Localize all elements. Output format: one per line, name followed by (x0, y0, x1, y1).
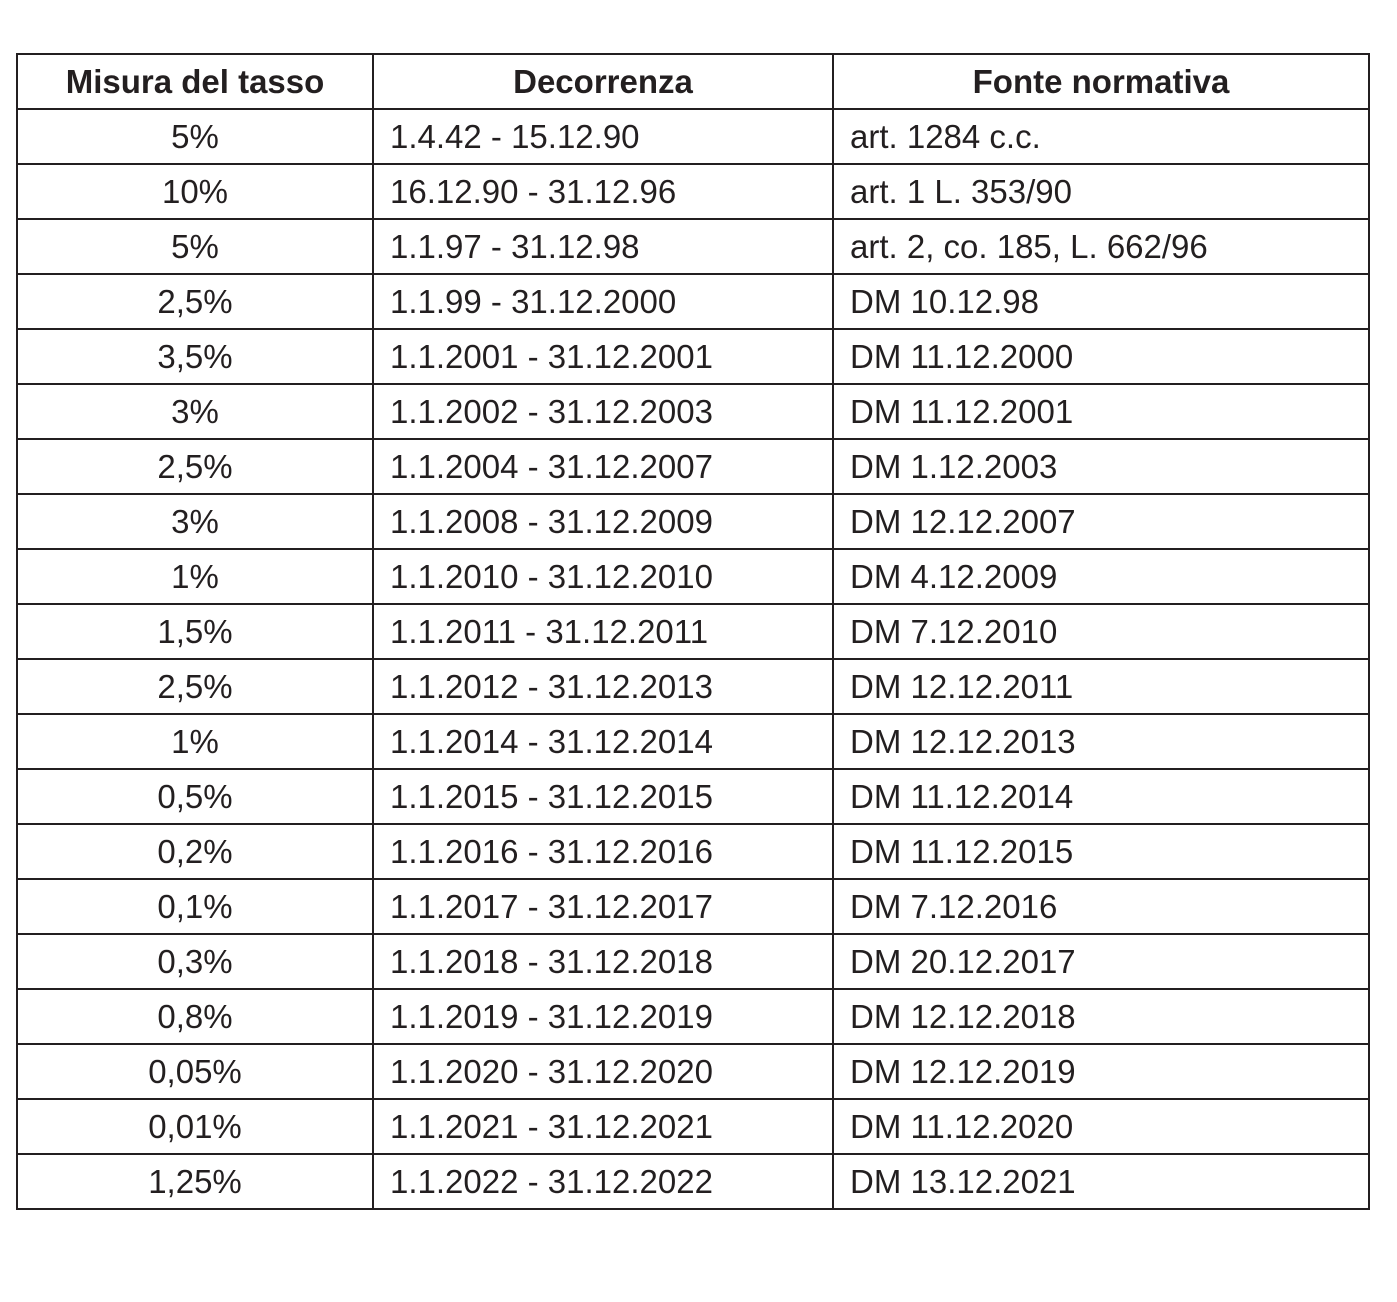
source-cell: DM 12.12.2013 (833, 714, 1369, 769)
period-cell: 1.1.2004 - 31.12.2007 (373, 439, 833, 494)
table-row (17, 604, 1369, 659)
table-row (17, 1099, 1369, 1154)
period-cell: 1.1.2002 - 31.12.2003 (373, 384, 833, 439)
rate-cell: 1% (17, 549, 373, 604)
table-row (17, 824, 1369, 879)
rate-cell: 0,05% (17, 1044, 373, 1099)
period-cell: 1.1.2017 - 31.12.2017 (373, 879, 833, 934)
period-cell: 1.1.2008 - 31.12.2009 (373, 494, 833, 549)
table-row (17, 714, 1369, 769)
source-cell: DM 12.12.2011 (833, 659, 1369, 714)
period-cell: 1.1.2010 - 31.12.2010 (373, 549, 833, 604)
table-row (17, 879, 1369, 934)
period-cell: 1.1.2022 - 31.12.2022 (373, 1154, 833, 1209)
rate-cell: 10% (17, 164, 373, 219)
column-header-source: Fonte normativa (833, 54, 1369, 109)
source-cell: DM 10.12.98 (833, 274, 1369, 329)
source-cell: art. 2, co. 185, L. 662/96 (833, 219, 1369, 274)
period-cell: 1.1.2016 - 31.12.2016 (373, 824, 833, 879)
source-cell: DM 20.12.2017 (833, 934, 1369, 989)
rate-cell: 0,8% (17, 989, 373, 1044)
period-cell: 1.1.2011 - 31.12.2011 (373, 604, 833, 659)
source-cell: DM 4.12.2009 (833, 549, 1369, 604)
source-cell: DM 11.12.2015 (833, 824, 1369, 879)
source-cell: DM 7.12.2016 (833, 879, 1369, 934)
rate-cell: 0,2% (17, 824, 373, 879)
period-cell: 1.4.42 - 15.12.90 (373, 109, 833, 164)
source-cell: DM 11.12.2000 (833, 329, 1369, 384)
source-cell: DM 11.12.2014 (833, 769, 1369, 824)
table-row (17, 549, 1369, 604)
table-row (17, 329, 1369, 384)
period-cell: 1.1.2021 - 31.12.2021 (373, 1099, 833, 1154)
source-cell: art. 1 L. 353/90 (833, 164, 1369, 219)
period-cell: 1.1.2001 - 31.12.2001 (373, 329, 833, 384)
rate-cell: 0,5% (17, 769, 373, 824)
period-cell: 1.1.2018 - 31.12.2018 (373, 934, 833, 989)
rate-cell: 3% (17, 494, 373, 549)
rate-cell: 0,01% (17, 1099, 373, 1154)
rate-cell: 1,5% (17, 604, 373, 659)
table-body (17, 109, 1369, 1209)
rate-cell: 5% (17, 109, 373, 164)
rate-cell: 0,1% (17, 879, 373, 934)
table-row (17, 769, 1369, 824)
source-cell: DM 12.12.2018 (833, 989, 1369, 1044)
table-row (17, 274, 1369, 329)
source-cell: DM 1.12.2003 (833, 439, 1369, 494)
interest-rate-table (16, 53, 1370, 1210)
table-header-row (17, 54, 1369, 109)
source-cell: DM 7.12.2010 (833, 604, 1369, 659)
rate-cell: 3,5% (17, 329, 373, 384)
source-cell: DM 11.12.2001 (833, 384, 1369, 439)
rate-cell: 3% (17, 384, 373, 439)
rate-cell: 2,5% (17, 659, 373, 714)
period-cell: 1.1.2014 - 31.12.2014 (373, 714, 833, 769)
rate-cell: 1,25% (17, 1154, 373, 1209)
column-header-rate: Misura del tasso (17, 54, 373, 109)
table-row (17, 934, 1369, 989)
source-cell: DM 11.12.2020 (833, 1099, 1369, 1154)
period-cell: 1.1.2019 - 31.12.2019 (373, 989, 833, 1044)
rate-cell: 1% (17, 714, 373, 769)
source-cell: DM 12.12.2007 (833, 494, 1369, 549)
table-row (17, 1154, 1369, 1209)
period-cell: 16.12.90 - 31.12.96 (373, 164, 833, 219)
rate-cell: 2,5% (17, 439, 373, 494)
source-cell: art. 1284 c.c. (833, 109, 1369, 164)
column-header-period: Decorrenza (373, 54, 833, 109)
period-cell: 1.1.99 - 31.12.2000 (373, 274, 833, 329)
table-row (17, 659, 1369, 714)
table-row (17, 109, 1369, 164)
table-row (17, 494, 1369, 549)
rate-cell: 0,3% (17, 934, 373, 989)
table-row (17, 439, 1369, 494)
table-row (17, 989, 1369, 1044)
period-cell: 1.1.2020 - 31.12.2020 (373, 1044, 833, 1099)
source-cell: DM 13.12.2021 (833, 1154, 1369, 1209)
rate-cell: 5% (17, 219, 373, 274)
table-row (17, 1044, 1369, 1099)
rate-cell: 2,5% (17, 274, 373, 329)
source-cell: DM 12.12.2019 (833, 1044, 1369, 1099)
table-row (17, 164, 1369, 219)
period-cell: 1.1.2015 - 31.12.2015 (373, 769, 833, 824)
table-row (17, 219, 1369, 274)
period-cell: 1.1.2012 - 31.12.2013 (373, 659, 833, 714)
period-cell: 1.1.97 - 31.12.98 (373, 219, 833, 274)
table-row (17, 384, 1369, 439)
